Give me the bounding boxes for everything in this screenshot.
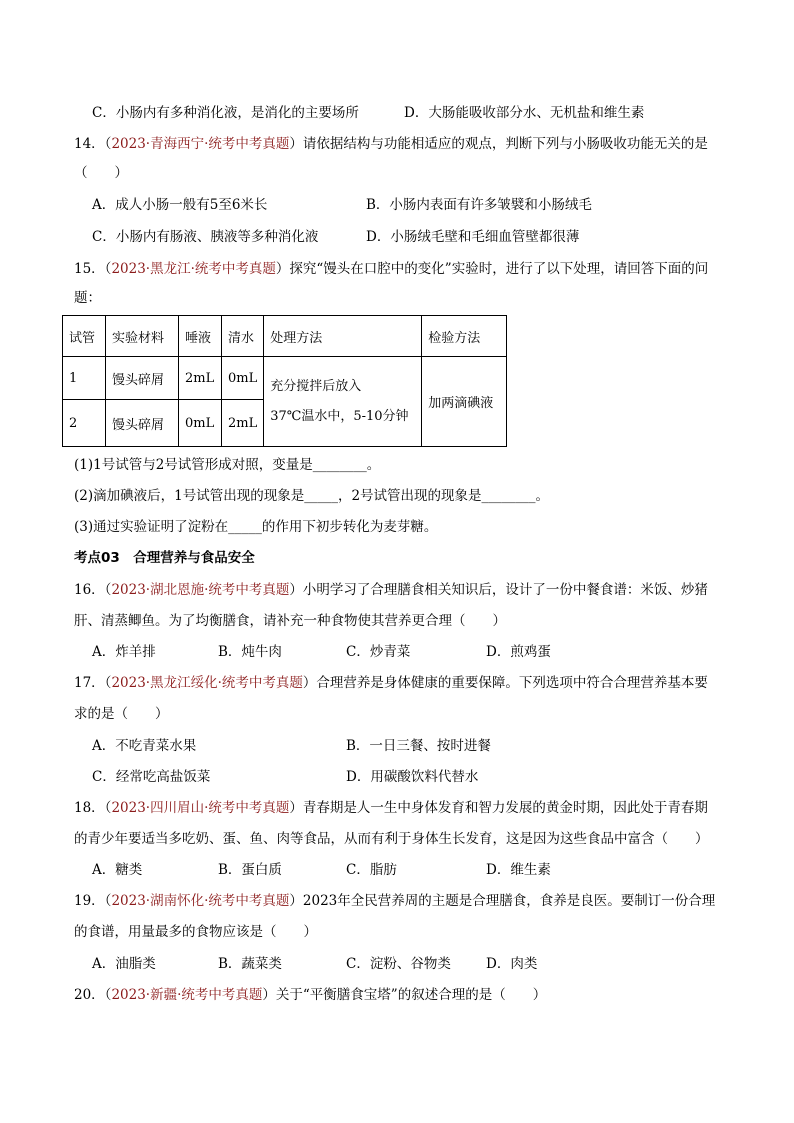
question-14-stem [74,134,708,154]
question-16-stem [74,580,708,600]
question-15-stem-cont: 题： [74,290,101,306]
question-number: 20．（ [74,987,112,1003]
question-source: 2023·黑龙江绥化·统考中考真题 [111,675,303,691]
question-15-stem [74,259,708,279]
question-text: 小明学习了合理膳食相关知识后，设计了一份中餐食谱：米饭、炒猪 [302,582,708,598]
header-cell: 清水 [222,316,264,357]
q14-option-c: C．小肠内有肠液、胰液等多种消化液 [92,229,319,245]
table-row [63,357,507,400]
q14-option-b: B．小肠内表面有许多皱襞和小肠绒毛 [366,197,592,213]
q18-option-c: C．脂肪 [346,862,397,878]
question-text: 青春期是人一生中身体发育和智力发展的黄金时期，因此处于青春期 [302,800,708,816]
q18-option-d: D．维生素 [486,862,551,878]
table-header-row [63,316,507,357]
q15-subquestion-3: (3)通过实验证明了淀粉在_____的作用下初步转化为麦芽糖。 [74,519,438,535]
question-18-stem-cont: 的青少年要适当多吃奶、蛋、鱼、肉等食品，从而有利于身体生长发育，这是因为这些食品中富含（ ） [74,831,709,847]
q19-option-c: C．淀粉、谷物类 [346,956,451,972]
question-text: 关于“平衡膳食宝塔”的叙述合理的是（ ） [275,987,547,1003]
question-source: 2023·湖南怀化·统考中考真题 [111,893,290,909]
question-number: 14．（ [74,136,112,152]
method-cell [264,357,422,447]
question-source: 2023·黑龙江·统考中考真题 [111,261,276,277]
q15-subquestion-1: (1)1号试管与2号试管形成对照，变量是________。 [74,457,381,473]
table-cell: 0mL [222,357,264,400]
question-16-stem-cont: 肝、清蒸鲫鱼。为了均衡膳食，请补充一种食物使其营养更合理（ ） [74,613,506,629]
q17-option-c: C．经常吃高盐饭菜 [92,769,211,785]
table-cell: 1 [63,357,106,400]
header-cell: 检验方法 [422,316,507,357]
question-source: 2023·青海西宁·统考中考真题 [111,136,290,152]
source-close: ） [275,261,290,277]
question-19-stem [74,891,715,911]
method-line-2: 37℃温水中，5-10分钟 [270,408,409,424]
question-number: 15．（ [74,261,112,277]
q13-option-c: C．小肠内有多种消化液，是消化的主要场所 [92,105,359,121]
q18-option-a: A．糖类 [92,862,143,878]
q19-option-d: D．肉类 [486,956,538,972]
q17-option-d: D．用碳酸饮料代替水 [346,769,479,785]
q15-subquestion-2: (2)滴加碘液后，1号试管出现的现象是_____，2号试管出现的现象是________。 [74,488,550,504]
question-20-stem [74,985,546,1005]
source-close: ） [289,893,303,909]
question-17-stem-cont: 求的是（ ） [74,706,169,722]
q16-option-a: A．炸羊排 [92,644,156,660]
question-text: 探究“馒头在口腔中的变化”实验时，进行了以下处理，请回答下面的问 [289,261,709,277]
header-cell: 实验材料 [106,316,179,357]
question-source: 2023·湖北恩施·统考中考真题 [111,582,290,598]
source-close: ） [289,136,303,152]
q17-option-a: A．不吃青菜水果 [92,738,197,754]
q14-option-a: A．成人小肠一般有5至6米长 [92,197,268,213]
question-number: 19．（ [74,893,112,909]
source-close: ） [302,675,317,691]
table-cell: 馒头碎屑 [106,357,179,400]
question-17-stem [74,673,708,693]
source-close: ） [262,987,276,1003]
q16-option-d: D．煎鸡蛋 [486,644,551,660]
header-cell: 处理方法 [264,316,422,357]
experiment-table [62,315,507,447]
question-source: 2023·新疆·统考中考真题 [111,987,263,1003]
source-close: ） [289,800,303,816]
question-18-stem [74,798,708,818]
table-cell: 0mL [179,400,222,447]
question-text: 合理营养是身体健康的重要保障。下列选项中符合合理营养基本要 [316,675,708,691]
q16-option-b: B．炖牛肉 [218,644,282,660]
table-cell: 馒头碎屑 [106,400,179,447]
question-number: 18．（ [74,800,112,816]
question-text: 请依据结构与功能相适应的观点，判断下列与小肠吸收功能无关的是 [302,136,708,152]
table-cell: 2mL [179,357,222,400]
question-text: 2023年全民营养周的主题是合理膳食，食养是良医。要制订一份合理 [302,893,716,909]
test-method-cell: 加两滴碘液 [422,357,507,447]
section-heading: 考点03 合理营养与食品安全 [74,550,255,566]
q18-option-b: B．蛋白质 [218,862,282,878]
q16-option-c: C．炒青菜 [346,644,411,660]
source-close: ） [289,582,303,598]
header-cell: 试管 [63,316,106,357]
method-line-1: 充分搅拌后放入 [270,378,362,394]
question-19-stem-cont: 的食谱，用量最多的食物应该是（ ） [74,924,317,940]
q19-option-a: A．油脂类 [92,956,156,972]
q14-option-d: D．小肠绒毛壁和毛细血管壁都很薄 [366,229,580,245]
header-cell: 唾液 [179,316,222,357]
q14-answer-paren: （ ） [74,165,128,181]
table-cell: 2mL [222,400,264,447]
question-number: 17．（ [74,675,112,691]
question-number: 16．（ [74,582,112,598]
q17-option-b: B．一日三餐、按时进餐 [346,738,491,754]
q13-option-d: D．大肠能吸收部分水、无机盐和维生素 [404,105,645,121]
table-cell: 2 [63,400,106,447]
q19-option-b: B．蔬菜类 [218,956,282,972]
question-source: 2023·四川眉山·统考中考真题 [111,800,290,816]
